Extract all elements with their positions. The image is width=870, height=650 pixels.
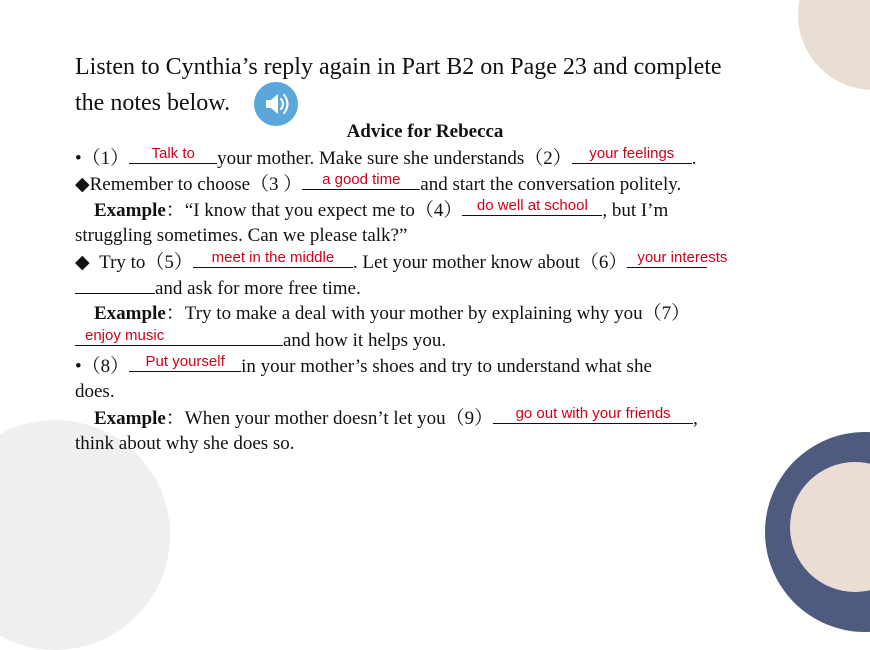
note-row-7 bbox=[75, 303, 690, 325]
answer-3: a good time bbox=[322, 171, 401, 188]
example-label: Example bbox=[94, 303, 166, 324]
blank-8[interactable] bbox=[129, 355, 241, 372]
note-row-2 bbox=[75, 173, 681, 196]
blank-6[interactable] bbox=[627, 249, 728, 268]
note-text: in your mother’s shoes and try to understand what she bbox=[241, 356, 652, 377]
note-text: . Let your mother know about（6） bbox=[352, 252, 628, 273]
note-text: ：“I know that you expect me to（4） bbox=[165, 200, 463, 221]
answer-5: meet in the middle bbox=[211, 249, 335, 266]
blank-7[interactable] bbox=[75, 329, 283, 346]
note-row-4: struggling sometimes. Can we please talk?” bbox=[75, 225, 408, 246]
decor-circle-top-right bbox=[798, 0, 870, 90]
note-row-3 bbox=[75, 199, 668, 222]
blank-1[interactable] bbox=[129, 147, 217, 164]
bullet: •（8） bbox=[75, 356, 130, 377]
bullet: ◆ bbox=[75, 174, 90, 195]
instruction-line-1: Listen to Cynthia’s reply again in Part B2 on Page 23 and complete bbox=[75, 54, 722, 80]
blank-6-continued[interactable] bbox=[75, 277, 155, 294]
answer-1: Talk to bbox=[151, 145, 195, 162]
note-text: ：Try to make a deal with your mother by explaining why you（7） bbox=[165, 303, 691, 324]
blank-2[interactable] bbox=[572, 147, 692, 164]
note-text: and ask for more free time. bbox=[155, 278, 361, 299]
note-row-9 bbox=[75, 355, 652, 378]
answer-9: go out with your friends bbox=[515, 405, 671, 422]
note-row-8 bbox=[75, 329, 446, 352]
answer-4: do well at school bbox=[476, 197, 588, 214]
heading: Advice for Rebecca bbox=[346, 121, 504, 142]
note-text: , bbox=[693, 408, 698, 429]
note-text: , but I’m bbox=[602, 200, 669, 221]
example-label: Example bbox=[94, 200, 166, 221]
speaker-icon[interactable] bbox=[254, 82, 298, 126]
note-row-11 bbox=[75, 407, 698, 430]
answer-7: enjoy music bbox=[85, 327, 165, 344]
answer-8: Put yourself bbox=[145, 353, 225, 370]
note-text: and how it helps you. bbox=[283, 330, 447, 351]
blank-9[interactable] bbox=[493, 407, 693, 424]
note-row-10: does. bbox=[75, 381, 115, 402]
note-text: Remember to choose（3 ） bbox=[89, 174, 303, 195]
bullet: •（1） bbox=[75, 148, 130, 169]
answer-2: your feelings bbox=[589, 145, 675, 162]
blank-4[interactable] bbox=[462, 199, 602, 216]
note-text: . bbox=[691, 148, 697, 169]
answer-6: your interests bbox=[637, 249, 728, 266]
note-text: Try to（5） bbox=[99, 252, 193, 273]
bullet: ◆ bbox=[75, 252, 90, 273]
note-text: your mother. Make sure she understands（2） bbox=[217, 148, 572, 169]
note-text: and start the conversation politely. bbox=[420, 174, 682, 195]
note-text: ：When your mother doesn’t let you（9） bbox=[165, 408, 494, 429]
note-row-1 bbox=[75, 147, 697, 170]
example-label: Example bbox=[94, 408, 166, 429]
note-row-6 bbox=[75, 277, 361, 300]
note-row-12: think about why she does so. bbox=[75, 433, 295, 454]
blank-5[interactable] bbox=[193, 251, 353, 268]
instruction-line-2: the notes below. bbox=[75, 90, 231, 116]
note-row-5 bbox=[75, 249, 728, 274]
blank-3[interactable] bbox=[302, 173, 420, 190]
